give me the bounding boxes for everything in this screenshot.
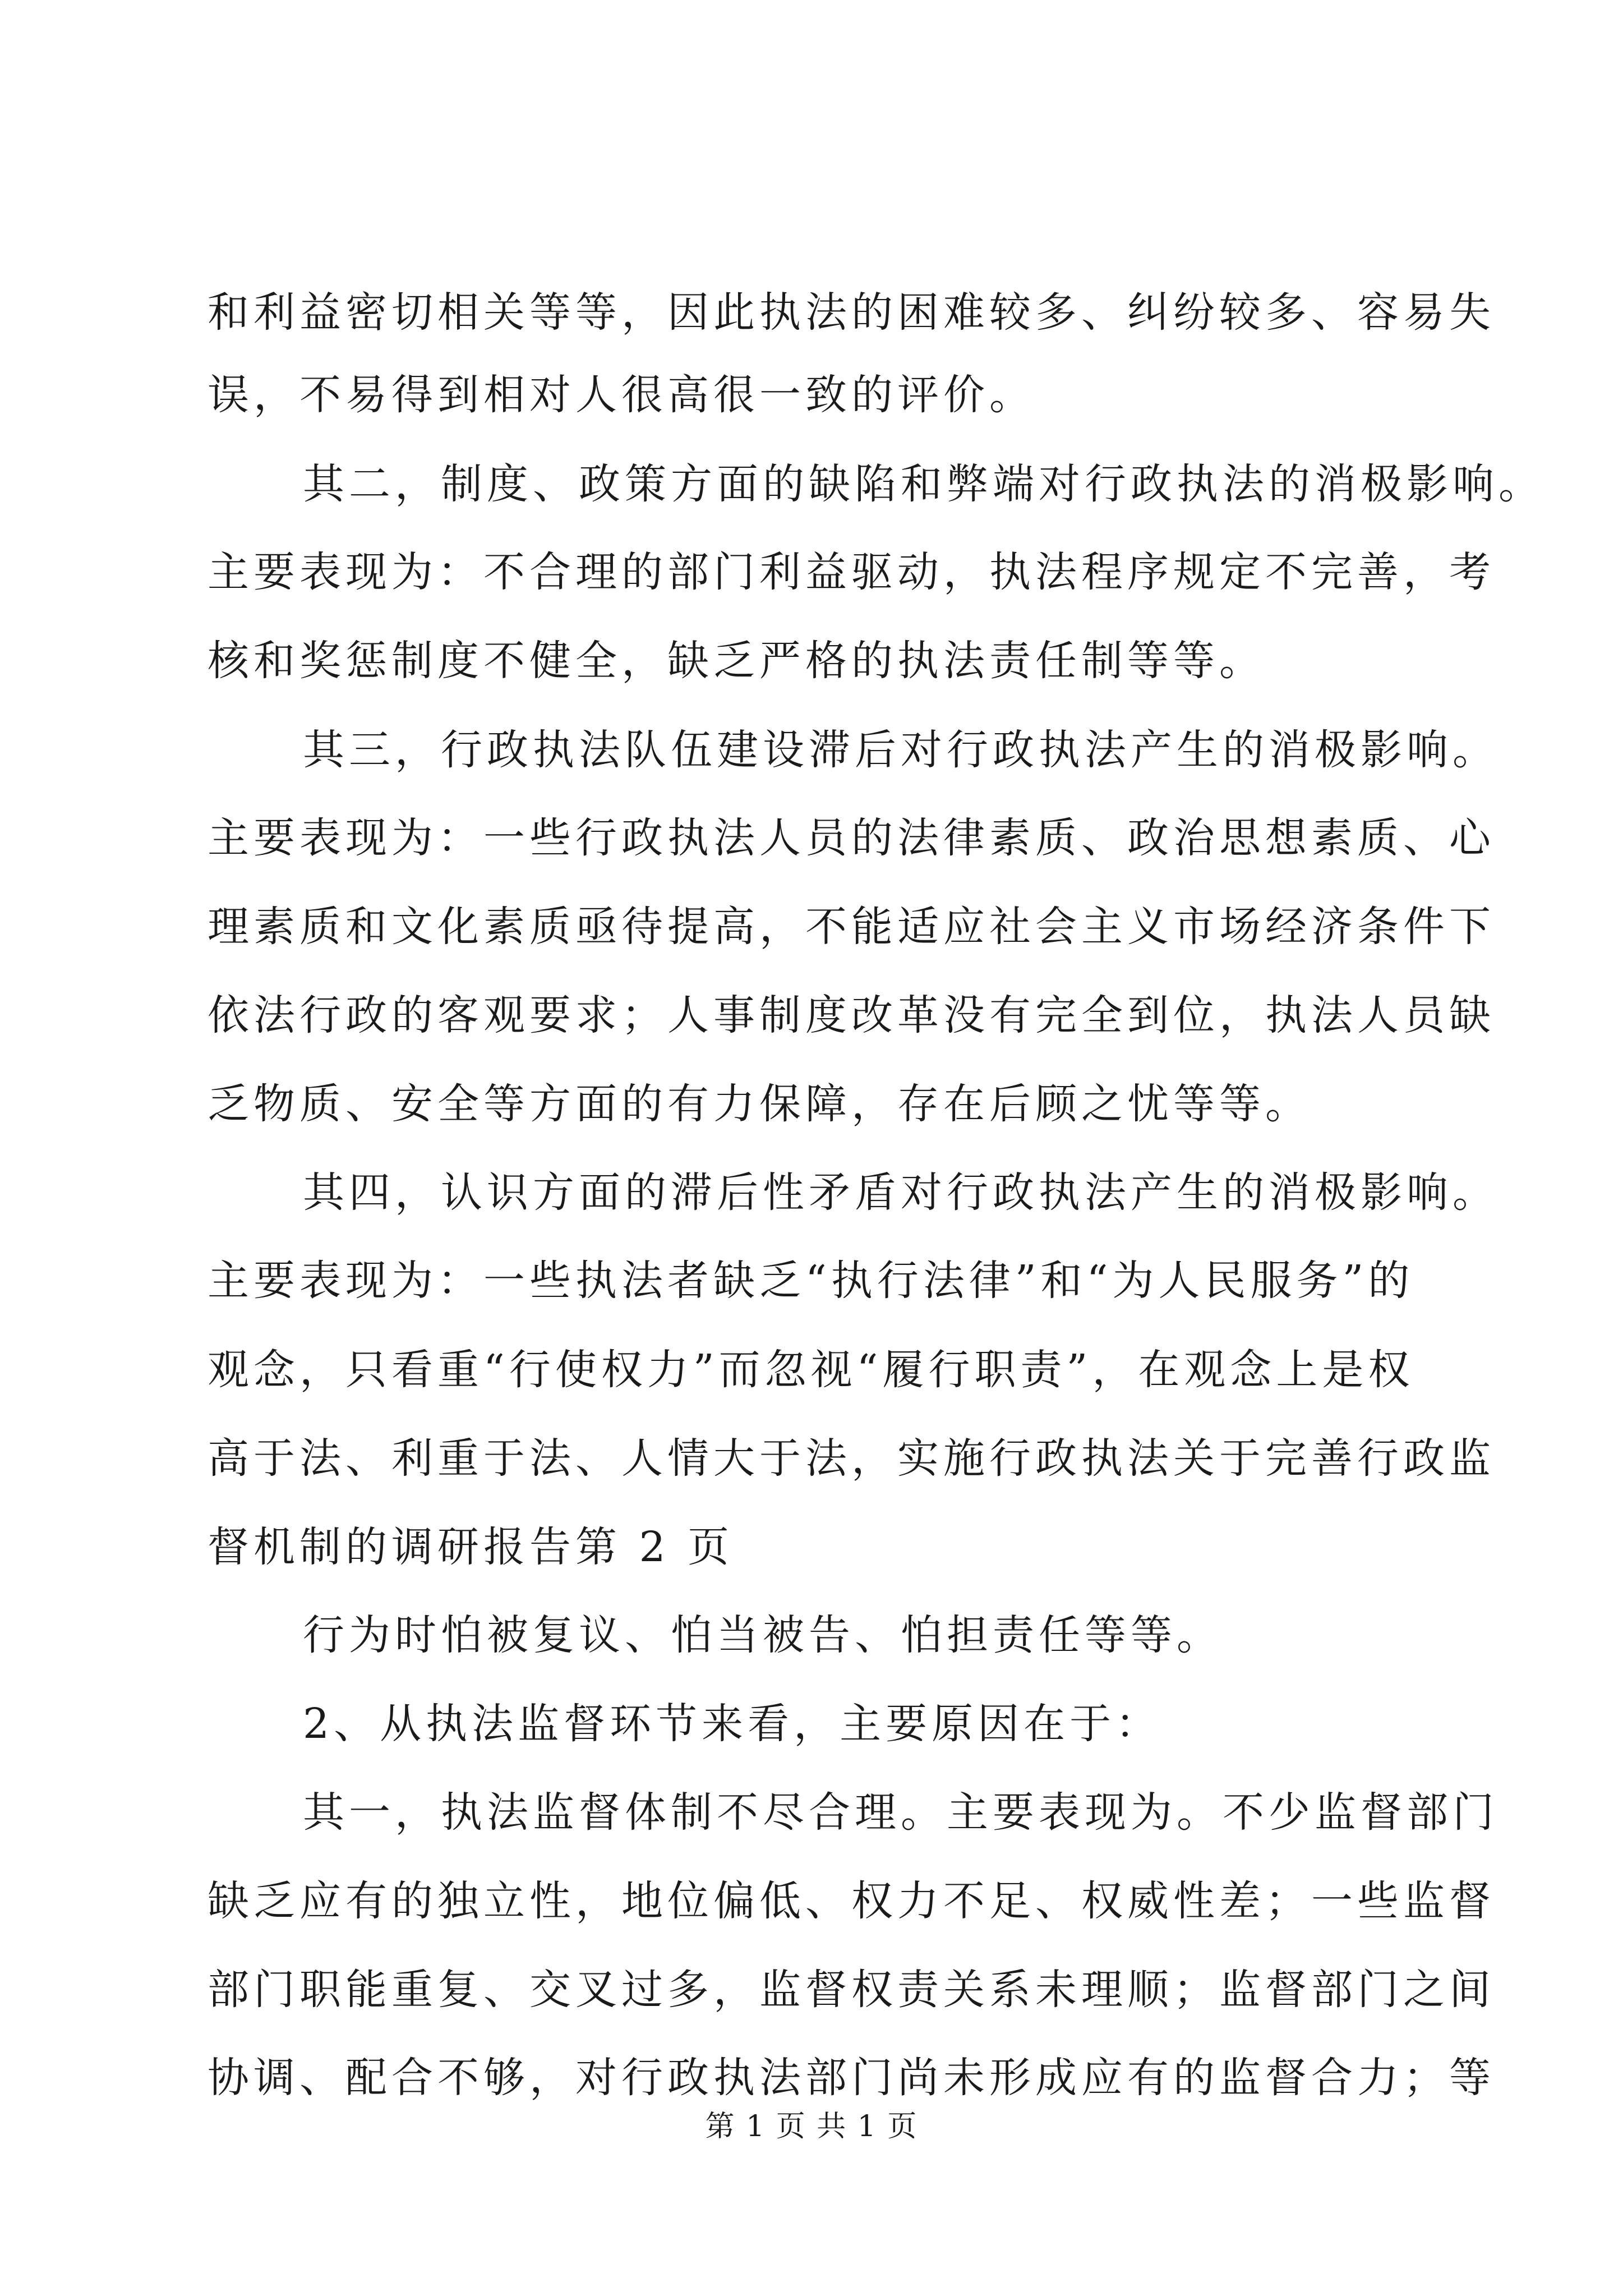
body-line-3: 其二，制度、政策方面的缺陷和弊端对行政执法的消极影响。	[303, 460, 1544, 508]
body-line-18: 其一，执法监督体制不尽合理。主要表现为。不少监督部门	[303, 1788, 1498, 1837]
body-line-17: 2、从执法监督环节来看，主要原因在于：	[303, 1700, 1162, 1748]
body-line-2: 误，不易得到相对人很高很一致的评价。	[208, 371, 1035, 419]
page-number-footer: 第 1 页 共 1 页	[705, 2110, 918, 2143]
body-line-9: 依法行政的客观要求；人事制度改革没有完全到位，执法人员缺	[208, 991, 1495, 1039]
body-line-20: 部门职能重复、交叉过多，监督权责关系未理顺；监督部门之间	[208, 1966, 1495, 2014]
body-line-10: 乏物质、安全等方面的有力保障，存在后顾之忧等等。	[208, 1080, 1311, 1128]
body-line-13: 观念，只看重“行使权力”而忽视“履行职责”，在观念上是权	[208, 1346, 1414, 1394]
body-line-1: 和利益密切相关等等，因此执法的困难较多、纠纷较多、容易失	[208, 288, 1495, 337]
body-line-12: 主要表现为：一些执法者缺乏“执行法律”和“为人民服务”的	[208, 1257, 1414, 1305]
body-line-11: 其四，认识方面的滞后性矛盾对行政执法产生的消极影响。	[303, 1168, 1498, 1217]
body-line-15: 督机制的调研报告第 2 页	[208, 1523, 734, 1571]
body-line-4: 主要表现为：不合理的部门利益驱动，执法程序规定不完善，考	[208, 548, 1495, 596]
body-line-16: 行为时怕被复议、怕当被告、怕担责任等等。	[303, 1611, 1223, 1659]
body-line-14: 高于法、利重于法、人情大于法，实施行政执法关于完善行政监	[208, 1434, 1495, 1483]
body-line-8: 理素质和文化素质亟待提高，不能适应社会主义市场经济条件下	[208, 903, 1495, 951]
body-line-6: 其三，行政执法队伍建设滞后对行政执法产生的消极影响。	[303, 726, 1498, 774]
body-line-5: 核和奖惩制度不健全，缺乏严格的执法责任制等等。	[208, 637, 1265, 685]
body-line-21: 协调、配合不够，对行政执法部门尚未形成应有的监督合力；等	[208, 2054, 1495, 2102]
body-line-7: 主要表现为：一些行政执法人员的法律素质、政治思想素质、心	[208, 814, 1495, 862]
body-line-19: 缺乏应有的独立性，地位偏低、权力不足、权威性差；一些监督	[208, 1877, 1495, 1925]
